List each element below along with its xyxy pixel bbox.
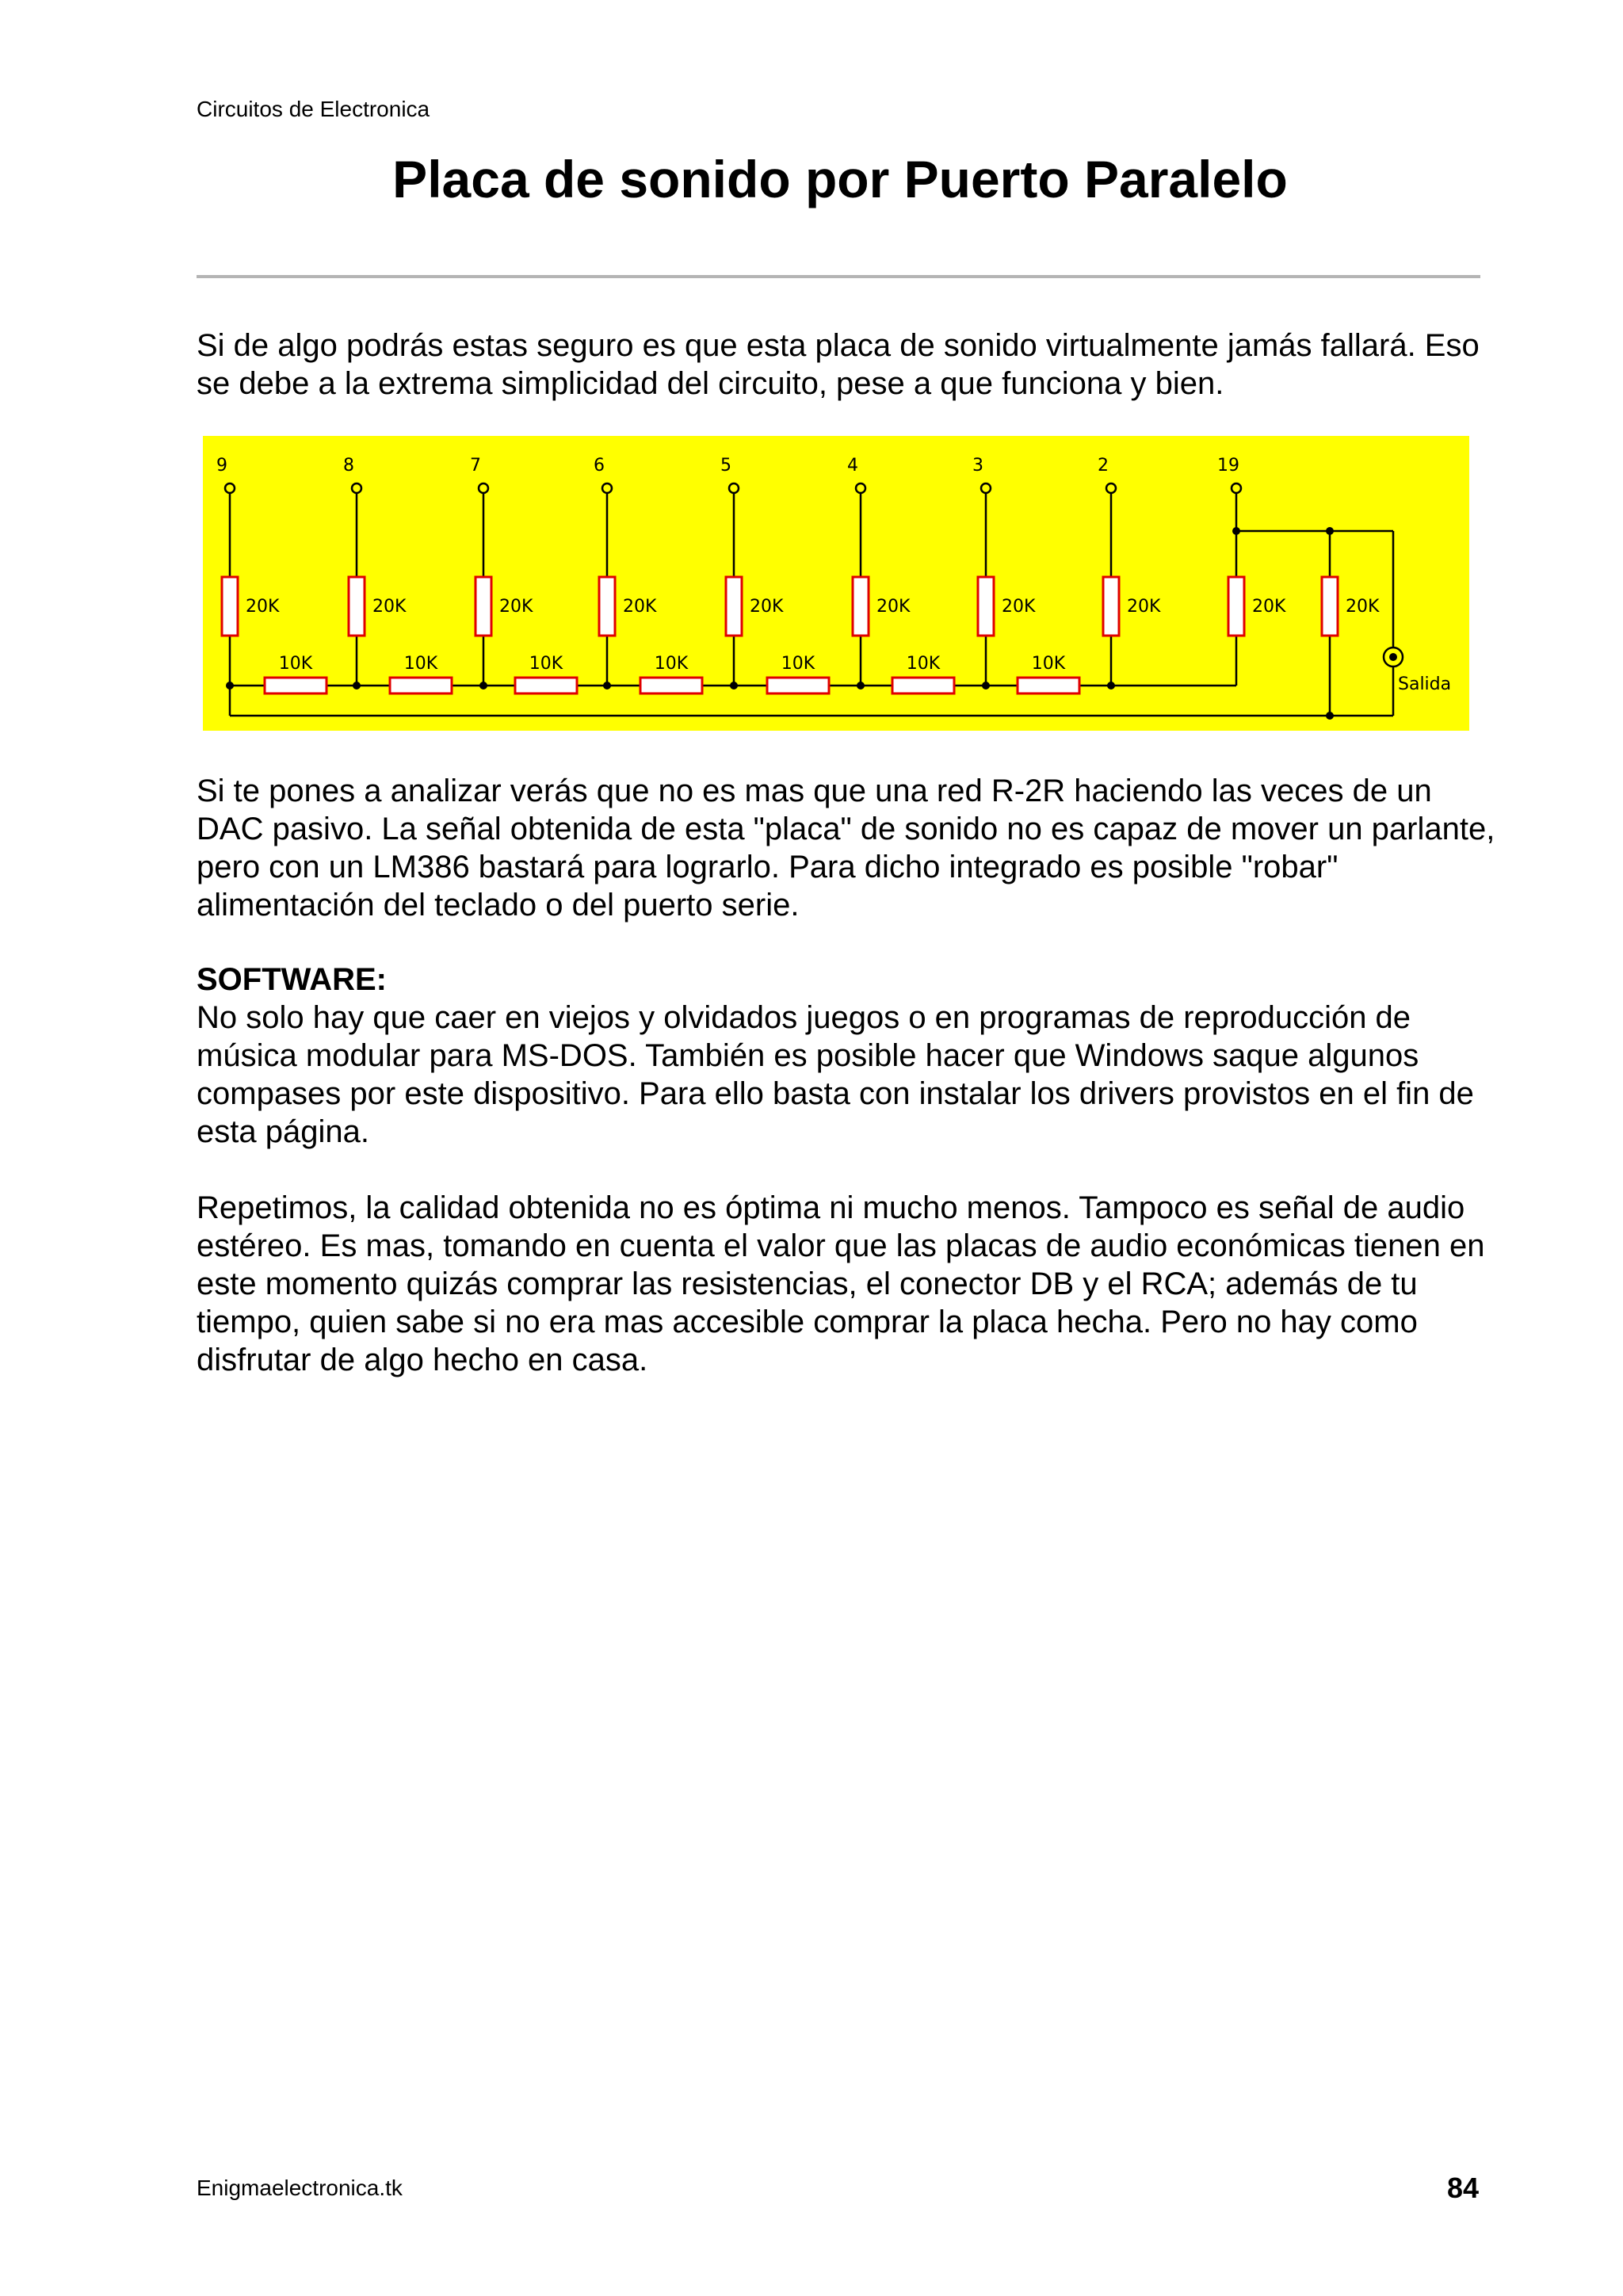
resistor-20k	[1228, 577, 1244, 636]
junction-dot	[479, 682, 487, 690]
resistor-10k	[265, 678, 327, 693]
resistor-label: 20K	[1346, 597, 1380, 617]
software-section	[197, 961, 1496, 1151]
resistor-label: 10K	[278, 654, 313, 674]
pin-terminal	[729, 483, 739, 493]
junction-dot	[353, 682, 361, 690]
output-jack-center	[1389, 653, 1397, 661]
resistor-label: 20K	[1252, 597, 1286, 617]
pin-label: 9	[216, 456, 227, 476]
junction-dot	[1232, 527, 1240, 535]
conclusion-paragraph: Repetimos, la calidad obtenida no es óptima ni mucho menos. Tampoco es señal de audio estéreo. Es mas, tomando en cuenta el valor que las placas de audio económicas tienen en este momento quizás comprar las resistencias, el conector DB y el RCA; además de tu tiempo, quien sabe si no era mas accesible comprar la placa hecha. Pero no hay como disfrutar de algo hecho en casa.	[197, 1190, 1485, 1377]
pin-terminal	[479, 483, 488, 493]
resistor-20k	[349, 577, 365, 636]
resistor-20k	[978, 577, 994, 636]
footer-site: Enigmaelectronica.tk	[197, 2176, 403, 2200]
junction-dot	[226, 682, 234, 690]
resistor-label: 10K	[1031, 654, 1066, 674]
junction-dot	[1326, 527, 1334, 535]
pin-terminal	[1106, 483, 1116, 493]
resistor-label: 20K	[499, 597, 533, 617]
resistor-10k	[640, 678, 702, 693]
resistor-label: 10K	[781, 654, 815, 674]
resistor-20k	[1103, 577, 1119, 636]
resistor-label: 20K	[1002, 597, 1036, 617]
resistor-20k	[222, 577, 238, 636]
resistor-label: 20K	[1127, 597, 1161, 617]
running-header: Circuitos de Electronica	[197, 97, 430, 121]
pin-label: 5	[720, 456, 731, 476]
pin-label: 2	[1098, 456, 1109, 476]
page-title: Placa de sonido por Puerto Paralelo	[392, 150, 1288, 208]
pin-label: 8	[343, 456, 354, 476]
pin-label: 7	[470, 456, 481, 476]
pin-label: 3	[972, 456, 983, 476]
pin-terminal	[602, 483, 612, 493]
junction-dot	[603, 682, 611, 690]
resistor-label: 20K	[876, 597, 911, 617]
pin-label: 4	[847, 456, 858, 476]
junction-dot	[730, 682, 738, 690]
pin-terminal	[225, 483, 235, 493]
resistor-20k	[853, 577, 869, 636]
output-label: Salida	[1398, 674, 1452, 694]
junction-dot	[1107, 682, 1115, 690]
resistor-20k	[1322, 577, 1338, 636]
junction-dot	[857, 682, 865, 690]
pin-terminal	[352, 483, 361, 493]
resistor-10k	[892, 678, 954, 693]
junction-dot	[982, 682, 990, 690]
page-number: 84	[1446, 2172, 1479, 2204]
resistor-10k	[767, 678, 829, 693]
resistor-20k	[599, 577, 615, 636]
resistor-label: 20K	[372, 597, 407, 617]
software-paragraph: No solo hay que caer en viejos y olvidados juegos o en programas de reproducción de música modular para MS-DOS. También es posible hacer que Windows saque algunos compases por este dispositivo. Para ello basta con instalar los drivers provistos en el fin de esta página.	[197, 1000, 1474, 1149]
title-divider	[197, 275, 1480, 278]
resistor-label: 20K	[623, 597, 657, 617]
resistor-10k	[1018, 678, 1079, 693]
resistor-10k	[390, 678, 452, 693]
pin-terminal	[856, 483, 865, 493]
analysis-paragraph: Si te pones a analizar verás que no es mas que una red R-2R haciendo las veces de un DAC pasivo. La señal obtenida de esta "placa" de sonido no es capaz de mover un parlante, pero con un LM386 bastará para lograrlo. Para dicho integrado es posible "robar" alimentación del teclado o del puerto serie.	[197, 774, 1495, 923]
resistor-20k	[726, 577, 742, 636]
r2r-dac-circuit-diagram	[203, 436, 1469, 731]
pin-label: 6	[594, 456, 605, 476]
resistor-label: 10K	[906, 654, 941, 674]
software-heading: SOFTWARE:	[197, 962, 387, 997]
resistor-label: 10K	[403, 654, 438, 674]
pin-terminal	[1232, 483, 1241, 493]
resistor-label: 10K	[529, 654, 563, 674]
pin-terminal	[981, 483, 991, 493]
resistor-label: 10K	[654, 654, 689, 674]
resistor-label: 20K	[750, 597, 784, 617]
intro-paragraph: Si de algo podrás estas seguro es que esta placa de sonido virtualmente jamás fallará. Eso se debe a la extrema simplicidad del circuito, pese a que funciona y bien.	[197, 328, 1480, 401]
resistor-20k	[475, 577, 491, 636]
pin-label: 19	[1217, 456, 1239, 476]
resistor-10k	[515, 678, 577, 693]
resistor-label: 20K	[246, 597, 280, 617]
junction-dot	[1326, 712, 1334, 720]
